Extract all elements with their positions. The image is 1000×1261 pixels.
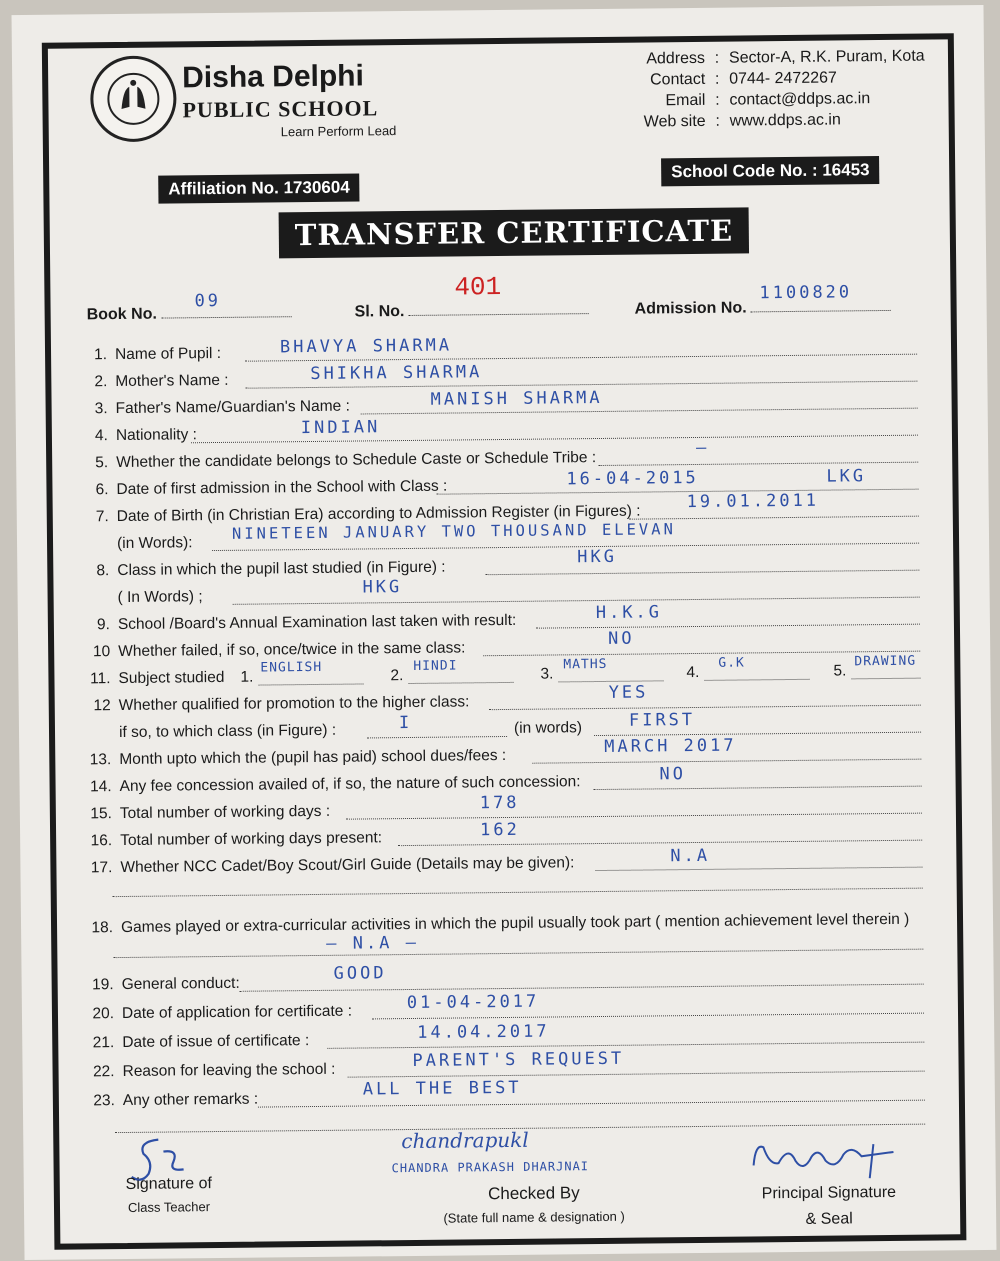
affiliation-badge: Affiliation No. 1730604 [158, 173, 360, 203]
certificate-paper [12, 5, 997, 1260]
seal-label: & Seal [805, 1210, 853, 1228]
field-label: if so, to which class (in Figure) : [118, 721, 337, 742]
subject-number: 2. [390, 667, 404, 685]
address-value: Sector-A, R.K. Puram, Kota [728, 47, 925, 67]
field-fathers-name: 3. Father's Name/Guardian's Name : [94, 397, 350, 418]
sl-label: Sl. No. [354, 303, 405, 321]
last-class-words-value: HKG [362, 577, 403, 598]
field-games: 18. Games played or extra-curricular activities in which the pupil usually took part ( mention achievement level therein ) [91, 910, 910, 937]
field-conduct: 19. General conduct: [92, 974, 240, 994]
field-label: Date of application for certificate : [121, 1002, 353, 1023]
caste-value: — [695, 437, 710, 458]
field-label: (in Words): [116, 534, 193, 553]
field-label: Date of Birth (in Christian Era) according to Admission Register (in Figures) : [116, 502, 641, 526]
field-days-present: 16. Total number of working days present: [90, 829, 383, 850]
field-failed: 10 Whether failed, if so, once/twice in the same class: [92, 639, 466, 661]
field-label: Whether failed, if so, once/twice in the same class: [118, 639, 466, 661]
field-label: Mother's Name : [115, 371, 229, 391]
contact-label: Contact [649, 70, 706, 89]
contact-label: Email [665, 91, 706, 110]
field-promotion: 12 Whether qualified for promotion to the higher class: [93, 693, 470, 715]
subject-number: 3. [540, 665, 554, 683]
field-label: Month upto which the (pupil has paid) school dues/fees : [119, 746, 507, 769]
contact-label: Web site [643, 112, 706, 131]
subject-5-value: DRAWING [854, 653, 917, 670]
pupil-name-value: BHAVYA SHARMA [279, 335, 453, 358]
field-label: School /Board's Annual Examination last taken with result: [117, 611, 517, 634]
conduct-value: GOOD [333, 963, 387, 984]
field-label: Father's Name/Guardian's Name : [115, 397, 350, 418]
subject-3-value: MATHS [563, 656, 608, 673]
field-label: Whether qualified for promotion to the higher class: [118, 693, 470, 715]
field-fee-concession: 14. Any fee concession availed of, if so, the nature of such concession: [89, 773, 581, 796]
field-last-class: 8. Class in which the pupil last studied (in Figure) : [96, 558, 446, 580]
book-number-value: 09 [194, 290, 222, 312]
checked-by-hint: (State full name & designation ) [443, 1208, 625, 1226]
dob-figures-value: 19.01.2011 [686, 490, 820, 513]
principal-signature [743, 1134, 924, 1186]
book-label: Book No. [86, 305, 157, 324]
principal-signature-label: Principal Signature [761, 1183, 897, 1203]
subject-1-value: ENGLISH [260, 659, 323, 676]
school-logo [90, 55, 177, 142]
admission-date-value: 16-04-2015 [566, 467, 699, 490]
father-name-value: MANISH SHARMA [430, 387, 603, 410]
promotion-class-value: I [398, 712, 413, 734]
class-teacher-label: Class Teacher [127, 1199, 211, 1215]
field-label: Total number of working days present: [120, 829, 383, 850]
fee-concession-value: NO [659, 764, 687, 785]
failed-value: NO [607, 628, 635, 649]
subject-number: 4. [686, 663, 700, 682]
field-label: Total number of working days : [119, 802, 331, 823]
school-code-badge: School Code No. : 16453 [661, 156, 880, 186]
mother-name-value: SHIKHA SHARMA [310, 362, 483, 385]
field-fees: 13. Month upto which the (pupil has paid) school dues/fees : [89, 746, 507, 769]
document-title: TRANSFER CERTIFICATE [279, 207, 750, 258]
website-value: www.ddps.ac.in [729, 111, 841, 130]
issue-date-value: 14.04.2017 [417, 1021, 550, 1043]
subject-4-value: G.K [718, 655, 745, 671]
working-days-value: 178 [479, 792, 520, 814]
checker-signature: chandrapukl [401, 1127, 529, 1154]
last-class-value: HKG [577, 546, 618, 568]
fees-value: MARCH 2017 [604, 735, 737, 757]
logo-emblem-icon [93, 58, 174, 139]
subject-number: 1. [240, 668, 254, 686]
field-label: Whether the candidate belongs to Schedule Caste or Schedule Tribe : [116, 449, 597, 472]
field-label: Name of Pupil : [114, 344, 222, 364]
field-first-admission: 6. Date of first admission in the School with Class : [95, 477, 448, 499]
nationality-value: INDIAN [300, 417, 381, 439]
promotion-words-value: FIRST [628, 710, 696, 731]
field-name-of-pupil: 1. Name of Pupil : [94, 344, 222, 364]
field-label: Games played or extra-curricular activities in which the pupil usually took part ( mention achievement level therein ) [120, 910, 910, 937]
school-name: Disha Delphi [182, 59, 365, 95]
field-leaving-reason: 22. Reason for leaving the school : [92, 1060, 336, 1081]
subject-2-value: HINDI [413, 658, 458, 674]
book-number-field [87, 302, 292, 324]
admission-class-value: LKG [826, 466, 867, 487]
ncc-value: N.A [670, 845, 711, 867]
field-label: ( In Words) ; [117, 588, 203, 607]
serial-number: 401 [454, 272, 502, 303]
field-subjects: 11. Subject studied [89, 668, 225, 688]
days-present-value: 162 [479, 819, 520, 841]
field-label: Class in which the pupil last studied (in Figure) : [117, 558, 446, 580]
field-issue-date: 21. Date of issue of certificate : [92, 1032, 310, 1052]
field-label: Subject studied [118, 668, 225, 688]
field-label: Date of first admission in the School with Class : [116, 477, 448, 499]
field-nationality: 4. Nationality : [94, 426, 197, 445]
remarks-value: ALL THE BEST [362, 1077, 522, 1100]
in-words-label: (in words) [513, 719, 583, 737]
field-application-date: 20. Date of application for certificate : [92, 1002, 353, 1023]
field-label: General conduct: [121, 974, 240, 994]
field-dob-words [75, 534, 193, 553]
field-label: Whether NCC Cadet/Boy Scout/Girl Guide (Details may be given): [120, 854, 575, 877]
field-working-days: 15. Total number of working days : [90, 802, 331, 823]
checked-by-label: Checked By [487, 1183, 580, 1204]
dob-words-value: NINETEEN JANUARY TWO THOUSAND ELEVAN [231, 520, 676, 543]
school-tagline: Learn Perform Lead [280, 123, 397, 140]
application-date-value: 01-04-2017 [406, 991, 540, 1014]
field-caste: 5. Whether the candidate belongs to Schedule Caste or Schedule Tribe : [95, 449, 597, 472]
checker-name: CHANDRA PRAKASH DHARJNAI [391, 1159, 590, 1176]
admission-number-value: 1100820 [759, 282, 853, 304]
field-annual-exam: 9. School /Board's Annual Examination last taken with result: [96, 611, 517, 634]
field-label: Reason for leaving the school : [122, 1060, 336, 1081]
games-value: — N.A — [326, 932, 420, 954]
promotion-value: YES [608, 682, 649, 703]
teacher-signature-label: Signature of [125, 1175, 212, 1193]
leaving-reason-value: PARENT'S REQUEST [412, 1048, 625, 1071]
school-subtitle: PUBLIC SCHOOL [182, 95, 379, 123]
field-ncc: 17. Whether NCC Cadet/Boy Scout/Girl Guide (Details may be given): [90, 854, 575, 877]
field-date-of-birth: 7. Date of Birth (in Christian Era) according to Admission Register (in Figures) : [95, 502, 641, 526]
subject-number: 5. [833, 662, 847, 680]
field-last-class-words [76, 588, 203, 607]
annual-exam-value: H.K.G [595, 602, 663, 624]
field-label: Date of issue of certificate : [122, 1032, 310, 1052]
contact-block: Address : Sector-A, R.K. Puram, Kota Contact : 0744- 2472267 Email : contact@ddps.ac.in Web site : www.ddps.ac.in [612, 46, 925, 133]
phone-value: 0744- 2472267 [729, 69, 837, 88]
field-label: Nationality : [115, 426, 197, 445]
field-promotion-class [77, 722, 336, 743]
sl-number-field [355, 299, 589, 321]
field-remarks: 23. Any other remarks : [93, 1090, 259, 1110]
contact-label: Address [646, 49, 706, 68]
field-label: Any other remarks : [122, 1090, 259, 1110]
field-mothers-name: 2. Mother's Name : [94, 371, 229, 391]
email-value: contact@ddps.ac.in [729, 90, 871, 109]
field-label: Any fee concession availed of, if so, the nature of such concession: [119, 773, 581, 796]
admission-label: Admission No. [634, 299, 747, 318]
